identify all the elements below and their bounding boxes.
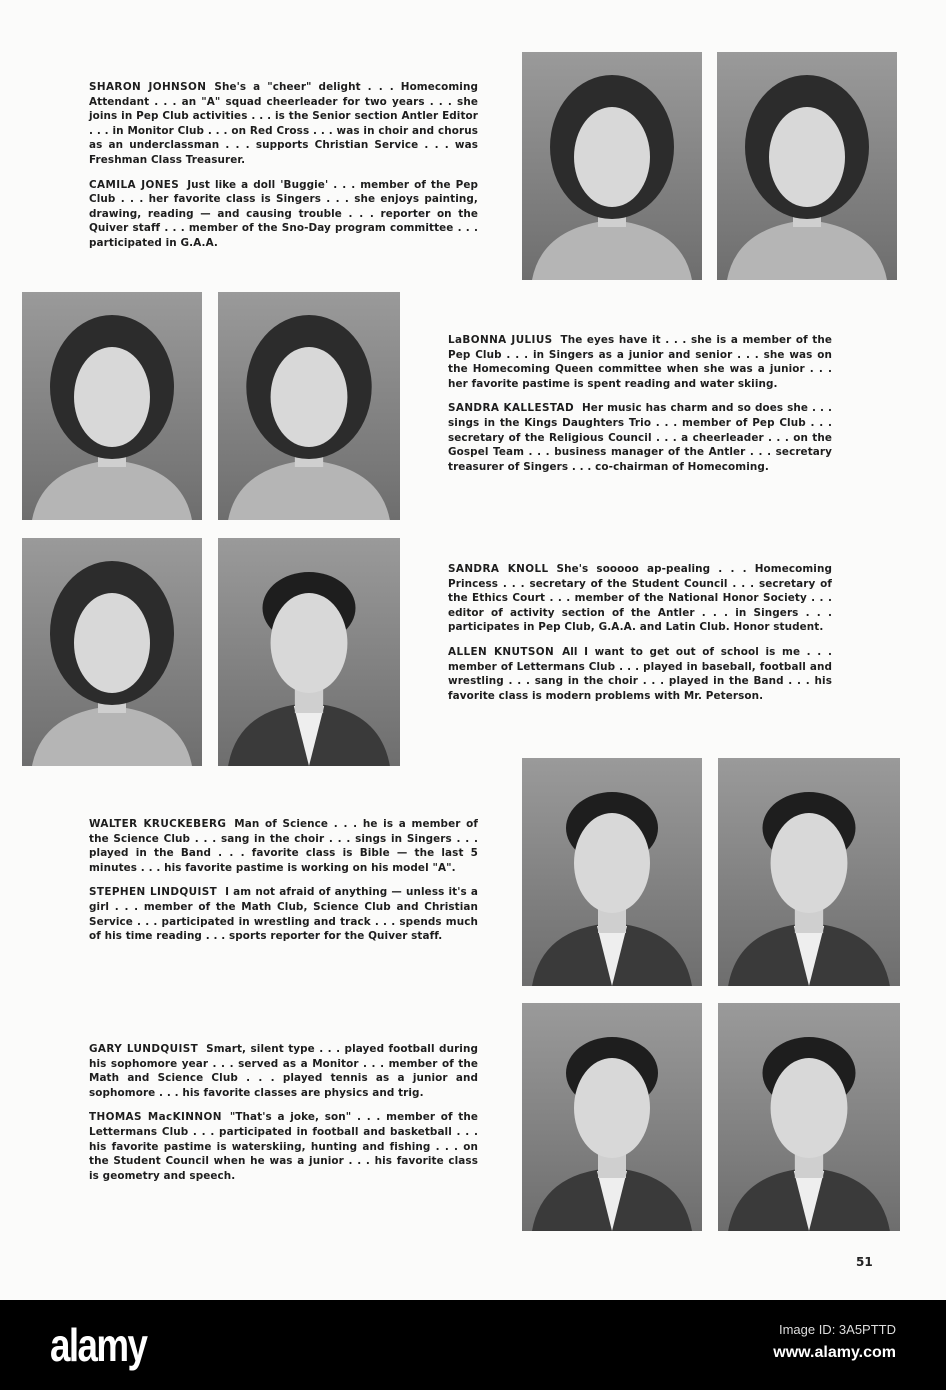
bio-walter-kruckeberg bbox=[89, 817, 478, 875]
bio-text: She's a "cheer" delight . . . Homecoming Attendant . . . an "A" squad cheerleader for two years . . . she joins in Pep Club activities . . . is the Senior section Antler Editor . . . in Monitor Club . . . on Red Cross . . . was in choir and chorus as an underclassman . . . supports Christian Service . . . was Freshman Class Treasurer. bbox=[89, 81, 478, 166]
student-portrait-photo bbox=[22, 538, 202, 766]
student-portrait-photo bbox=[718, 1003, 900, 1231]
bio-text: Man of Science . . . he is a member of the Science Club . . . sang in the choir . . . sings in Singers . . . played in the Band . . . favorite class is Bible — the last 5 minutes . . . his favorite pastime is working on his model "A". bbox=[89, 818, 478, 874]
student-portrait-photo bbox=[717, 52, 897, 280]
bio-text: "That's a joke, son" . . . member of the Lettermans Club . . . participated in football and basketball . . . his favorite pastime is waterskiing, hunting and fishing . . . on the Student Council when he was a junior . . . his favorite class is geometry and speech. bbox=[89, 1111, 478, 1182]
bio-text: All I want to get out of school is me . . . member of Lettermans Club . . . played in baseball, football and wrestling . . . sang in the choir . . . played in the Band . . . his favorite class is modern problems with Mr. Peterson. bbox=[448, 645, 832, 702]
student-portrait-photo bbox=[218, 292, 400, 520]
bio-name: THOMAS MacKINNON bbox=[89, 1111, 222, 1124]
bio-name: LaBONNA JULIUS bbox=[448, 334, 553, 346]
bio-group-3 bbox=[448, 562, 832, 713]
alamy-logo: alamy bbox=[50, 1319, 147, 1371]
bio-name: SANDRA KNOLL bbox=[448, 563, 549, 575]
bio-text: She's sooooo ap-pealing . . . Homecoming Princess . . . secretary of the Student Council . . . secretary of the Ethics Court . . . member of the National Honor Society . . . editor of activity section of the Antler . . . in Singers . . . participates in Pep Club, G.A.A. and Latin Club. Honor student. bbox=[448, 563, 832, 634]
bio-stephen-lindquist bbox=[89, 885, 478, 943]
bio-name: CAMILA JONES bbox=[89, 178, 180, 191]
bio-text: Her music has charm and so does she . . . sings in the Kings Daughters Trio . . . member of Pep Club . . . secretary of the Religious Council . . . a cheerleader . . . on the Gospel Team . . . business manager of the Antler . . . secretary treasurer of Singers . . . co-chairman of Homecoming. bbox=[448, 402, 832, 473]
bio-group-5 bbox=[89, 1042, 478, 1193]
bio-name: GARY LUNDQUIST bbox=[89, 1043, 199, 1055]
bio-text: I am not afraid of anything — unless it's a girl . . . member of the Math Club, Science Club and Christian Service . . . participated in wrestling and track . . . spends much of his time reading . . . sports reporter for the Quiver staff. bbox=[89, 886, 478, 943]
student-portrait-photo bbox=[22, 292, 202, 520]
bio-allen-knutson bbox=[448, 645, 832, 703]
bio-text: Just like a doll 'Buggie' . . . member of the Pep Club . . . her favorite class is Singers . . . she enjoys painting, drawing, reading — and causing trouble . . . reporter on the Quiver staff . . . member of the Sno-Day program committee . . . participated in G.A.A. bbox=[89, 178, 478, 249]
bio-sharon-johnson bbox=[89, 80, 478, 168]
bio-group-2 bbox=[448, 333, 832, 484]
page-number: 51 bbox=[856, 1255, 873, 1269]
bio-name: ALLEN KNUTSON bbox=[448, 645, 555, 658]
bio-sandra-knoll bbox=[448, 562, 832, 635]
student-portrait-photo bbox=[522, 758, 702, 986]
watermark-banner bbox=[0, 1300, 946, 1390]
bio-camila-jones bbox=[89, 178, 478, 251]
student-portrait-photo bbox=[522, 1003, 702, 1231]
student-portrait-photo bbox=[218, 538, 400, 766]
bio-thomas-mackinnon bbox=[89, 1110, 478, 1183]
student-portrait-photo bbox=[522, 52, 702, 280]
bio-name: SANDRA KALLESTAD bbox=[448, 402, 574, 415]
bio-group-1 bbox=[89, 80, 478, 261]
bio-sandra-kallestad bbox=[448, 401, 832, 474]
bio-name: STEPHEN LINDQUIST bbox=[89, 886, 218, 899]
bio-labonna-julius bbox=[448, 333, 832, 391]
student-portrait-photo bbox=[718, 758, 900, 986]
bio-gary-lundquist bbox=[89, 1042, 478, 1100]
bio-text: The eyes have it . . . she is a member of the Pep Club . . . in Singers as a junior and senior . . . she was on the Homecoming Queen committee when she was a junior . . . her favorite pastime is spent reading and water skiing. bbox=[448, 334, 832, 390]
bio-name: WALTER KRUCKEBERG bbox=[89, 818, 227, 830]
bio-name: SHARON JOHNSON bbox=[89, 81, 207, 93]
bio-text: Smart, silent type . . . played football during his sophomore year . . . served as a Monitor . . . member of the Math and Science Club . . . played tennis as a junior and sophomore . . . his favorite classes are physics and trig. bbox=[89, 1043, 478, 1099]
watermark-url: www.alamy.com bbox=[773, 1344, 896, 1361]
image-id: Image ID: 3A5PTTD bbox=[778, 1322, 896, 1337]
bio-group-4 bbox=[89, 817, 478, 954]
